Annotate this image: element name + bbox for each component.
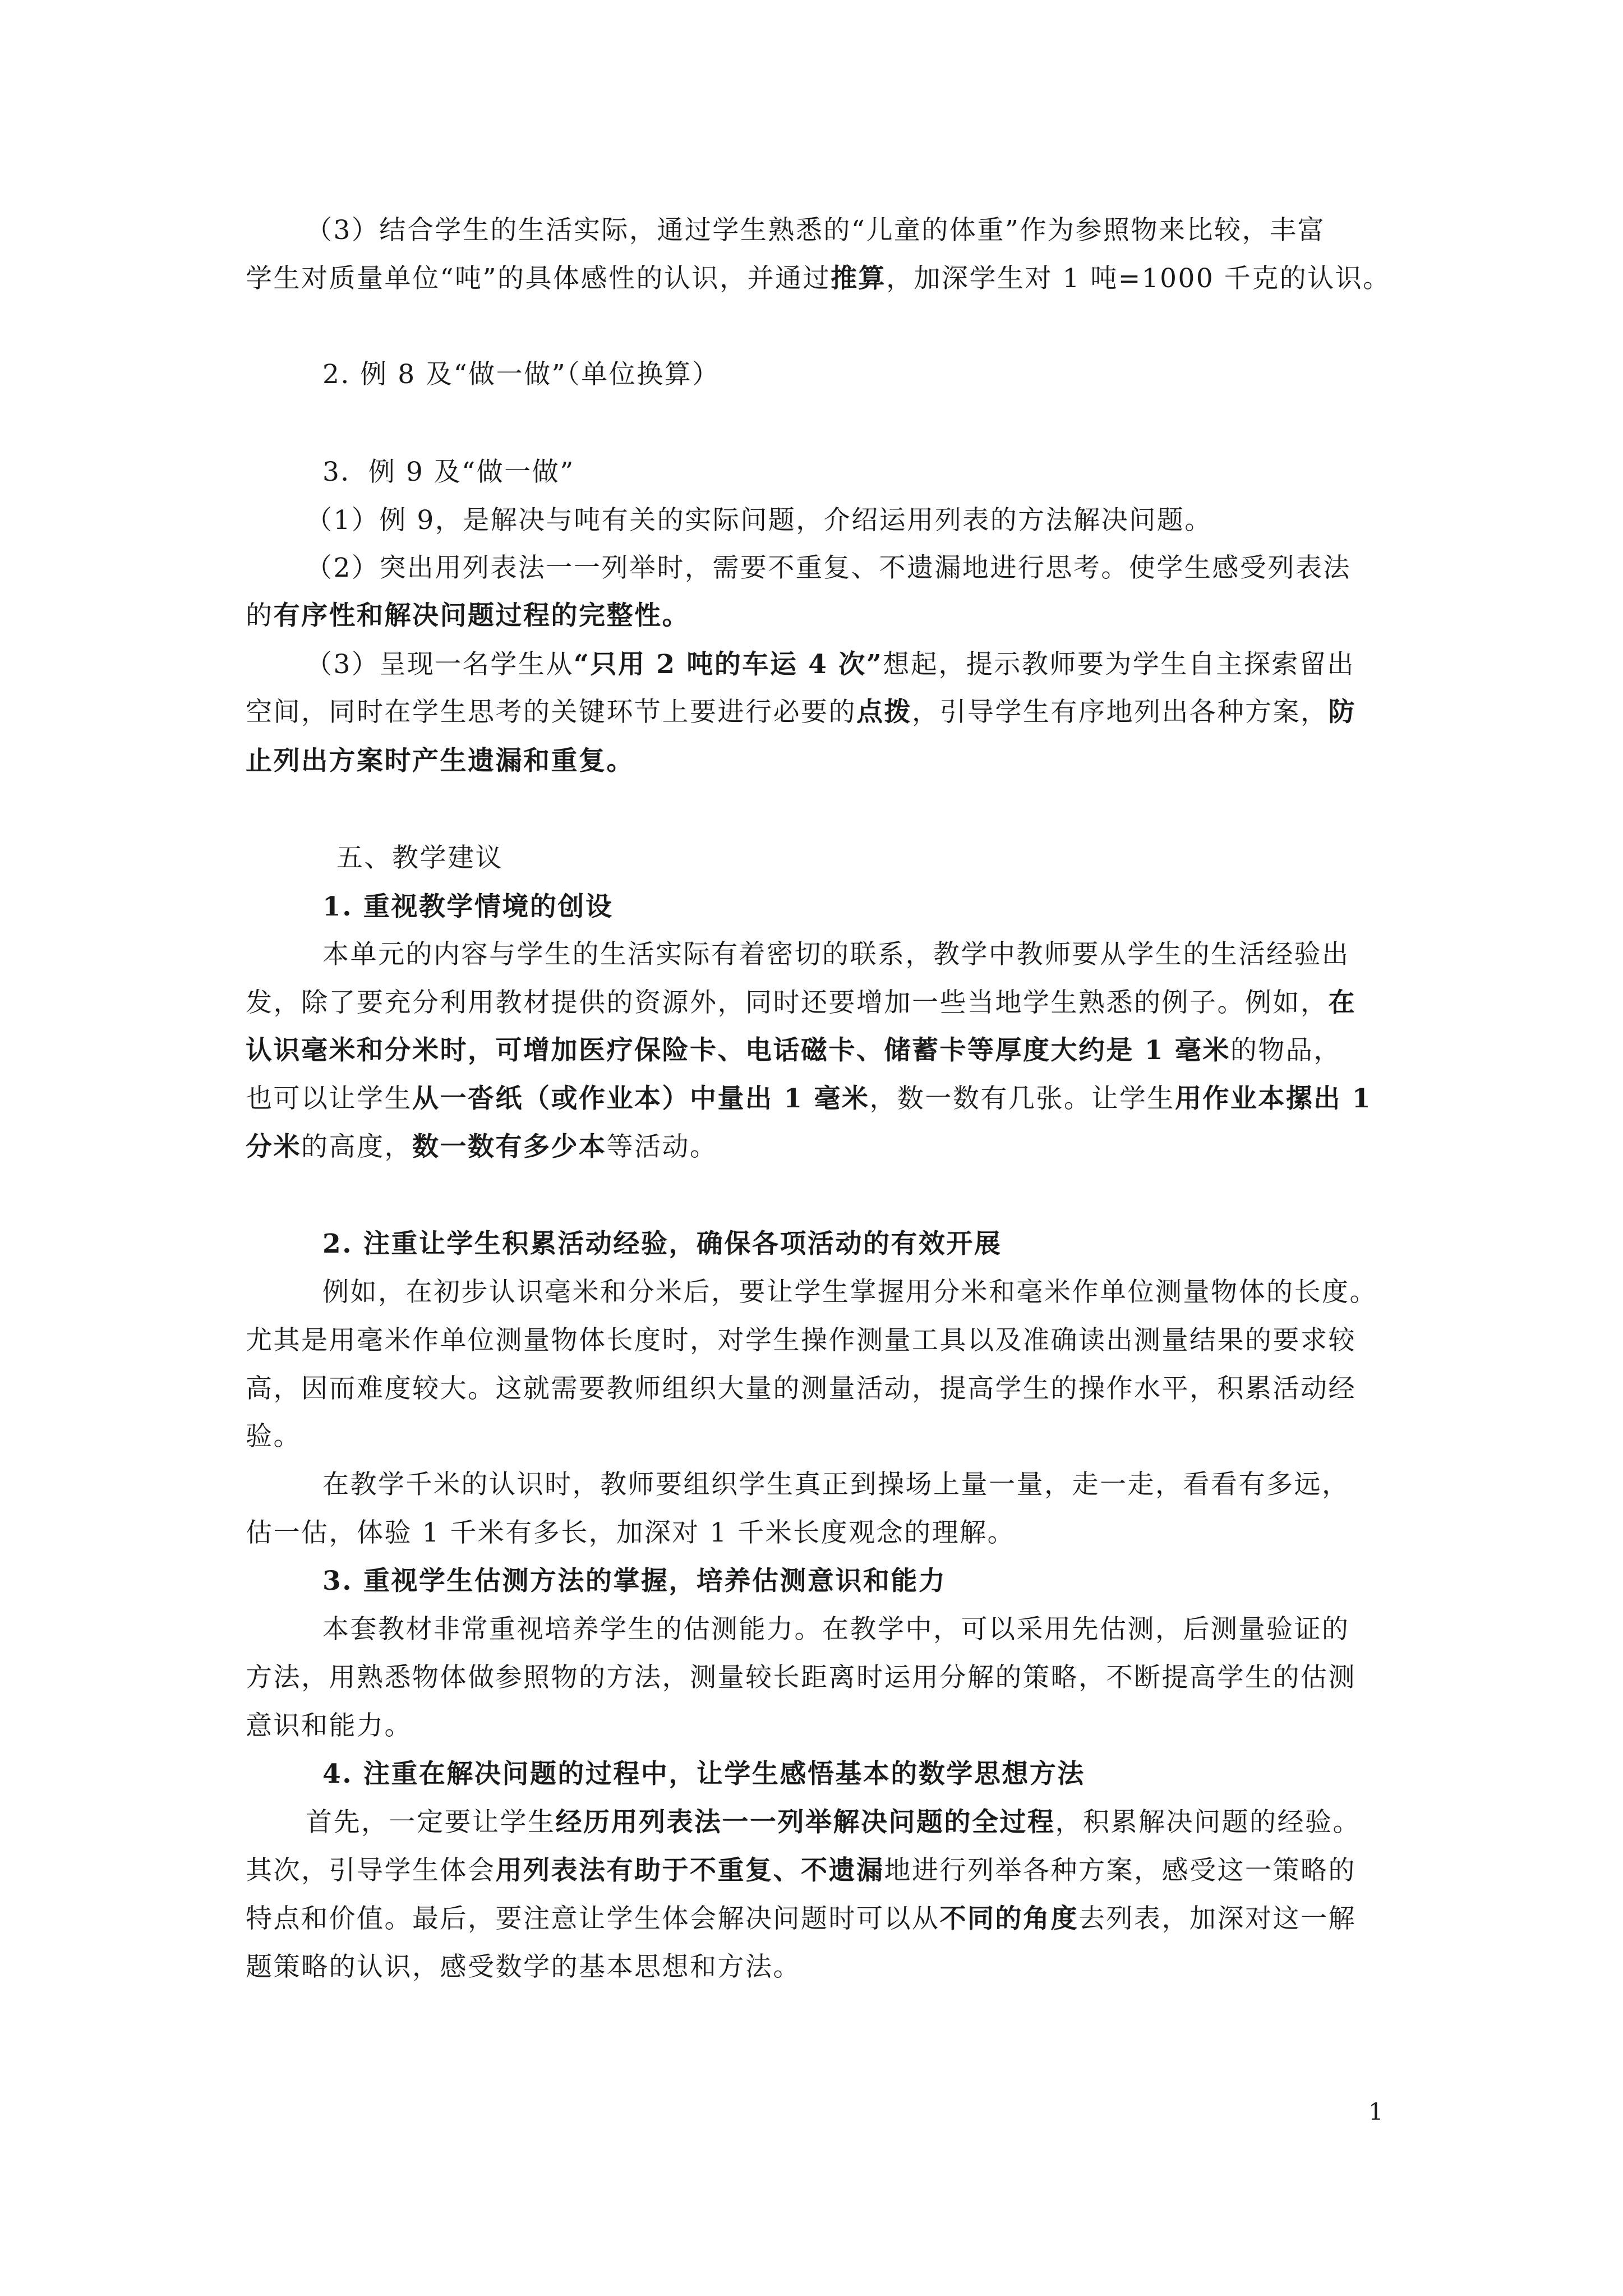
text-segment: 验。	[246, 1421, 301, 1452]
bold-text: 用列表法有助于不重复、不遗漏	[495, 1855, 884, 1886]
bold-text: 3. 重视学生估测方法的掌握，培养估测意识和能力	[322, 1566, 947, 1596]
text-line	[246, 1130, 1401, 1164]
text-line	[246, 1082, 1401, 1116]
text-line	[322, 455, 1478, 489]
text-line	[246, 262, 1401, 296]
section-heading	[336, 841, 1492, 875]
text-segment: 学生对质量单位“吨”的具体感性的认识，并通过	[246, 263, 831, 294]
text-segment: 估一估，体验 1 千米有多长，加深对 1 千米长度观念的理解。	[246, 1517, 1016, 1548]
subheading	[322, 1757, 1478, 1791]
bold-text: 防	[1328, 697, 1356, 728]
text-line	[246, 1516, 1401, 1550]
bold-text: 数一数有多少本	[412, 1131, 607, 1162]
subheading	[322, 1565, 1478, 1598]
text-segment: 空间，同时在学生思考的关键环节上要进行必要的	[246, 697, 856, 728]
text-segment: 意识和能力。	[246, 1710, 412, 1741]
text-segment: 想起，提示教师要为学生自主探索留出	[883, 649, 1355, 680]
text-segment: 等活动。	[606, 1131, 718, 1162]
text-line	[246, 1950, 1401, 1984]
subheading	[322, 890, 1478, 924]
text-segment: ，数一数有几张。让学生	[869, 1083, 1175, 1114]
text-line	[246, 1854, 1401, 1888]
text-line	[246, 1902, 1401, 1936]
text-segment: 地进行列举各种方案，感受这一策略的	[884, 1855, 1356, 1886]
text-segment: 的	[246, 600, 274, 631]
text-segment: ，引导学生有序地列出各种方案，	[912, 697, 1329, 728]
text-segment: 3．例 9 及“做一做”	[322, 457, 575, 487]
text-segment: ，加深学生对 1 吨=1000 千克的认识。	[886, 263, 1391, 294]
text-line	[246, 744, 1401, 778]
text-line	[246, 1034, 1401, 1068]
text-segment: 特点和价值。最后，要注意让学生体会解决问题时可以从	[246, 1903, 940, 1934]
text-line	[246, 1709, 1401, 1743]
text-line	[322, 1468, 1478, 1502]
text-line	[246, 1324, 1401, 1358]
text-segment: 的高度，	[301, 1131, 412, 1162]
bold-text: 4. 注重在解决问题的过程中，让学生感悟基本的数学思想方法	[322, 1759, 1085, 1789]
bold-text: 2. 注重让学生积累活动经验，确保各项活动的有效开展	[322, 1228, 1002, 1259]
bold-text: “只用 2 吨的车运 4 次”	[573, 649, 883, 680]
text-segment: （3）呈现一名学生从	[306, 649, 574, 680]
text-line	[322, 1276, 1478, 1309]
text-line	[306, 551, 1461, 585]
bold-text: 经历用列表法一一列举解决问题的全过程	[555, 1807, 1055, 1838]
text-segment: 其次，引导学生体会	[246, 1855, 496, 1886]
bold-text: 推算	[831, 263, 887, 294]
bold-text: 用作业本摞出 1	[1174, 1083, 1372, 1114]
text-segment: 2. 例 8 及“做一做”（单位换算）	[322, 359, 720, 390]
text-segment: 去列表，加深对这一解	[1078, 1903, 1356, 1934]
bold-text: 从一沓纸（或作业本）中量出 1 毫米	[412, 1083, 870, 1114]
text-line	[322, 1613, 1478, 1646]
text-line	[306, 214, 1461, 247]
text-segment: 发，除了要充分利用教材提供的资源外，同时还要增加一些当地学生熟悉的例子。例如，	[246, 987, 1329, 1018]
bold-text: 有序性和解决问题过程的完整性。	[273, 600, 690, 631]
bold-text: 在	[1328, 987, 1356, 1018]
text-line	[246, 1420, 1401, 1453]
bold-text: 分米	[246, 1131, 301, 1162]
text-segment: 的物品，	[1230, 1035, 1341, 1066]
text-line	[306, 504, 1461, 537]
bold-text: 点拨	[856, 697, 912, 728]
text-segment: （3）结合学生的生活实际，通过学生熟悉的“儿童的体重”作为参照物来比较，丰富	[306, 215, 1325, 246]
text-line	[306, 1806, 1461, 1839]
text-segment: 本单元的内容与学生的生活实际有着密切的联系，教学中教师要从学生的生活经验出	[322, 939, 1350, 970]
text-segment: 五、教学建议	[336, 843, 503, 873]
subheading	[322, 1227, 1478, 1261]
text-segment: 也可以让学生	[246, 1083, 412, 1114]
text-segment: 本套教材非常重视培养学生的估测能力。在教学中，可以采用先估测，后测量验证的	[322, 1614, 1350, 1645]
text-segment: 方法，用熟悉物体做参照物的方法，测量较长距离时运用分解的策略，不断提高学生的估测	[246, 1662, 1356, 1693]
text-segment: 高，因而难度较大。这就需要教师组织大量的测量活动，提高学生的操作水平，积累活动经	[246, 1373, 1356, 1404]
bold-text: 止列出方案时产生遗漏和重复。	[246, 746, 634, 776]
text-line	[322, 358, 1478, 392]
text-segment: 在教学千米的认识时，教师要组织学生真正到操场上量一量，走一走，看看有多远，	[322, 1469, 1350, 1500]
text-segment: 首先，一定要让学生	[306, 1807, 556, 1838]
text-line	[246, 1372, 1401, 1406]
text-segment: 例如，在初步认识毫米和分米后，要让学生掌握用分米和毫米作单位测量物体的长度。	[322, 1277, 1377, 1308]
bold-text: 1. 重视教学情境的创设	[322, 891, 614, 922]
text-segment: 尤其是用毫米作单位测量物体长度时，对学生操作测量工具以及准确读出测量结果的要求较	[246, 1325, 1356, 1356]
bold-text: 认识毫米和分米时，可增加医疗保险卡、电话磁卡、储蓄卡等厚度大约是 1 毫米	[246, 1035, 1230, 1066]
bold-text: 不同的角度	[939, 1903, 1078, 1934]
text-line	[246, 696, 1401, 729]
text-segment: （1）例 9，是解决与吨有关的实际问题，介绍运用列表的方法解决问题。	[306, 505, 1212, 536]
text-segment: （2）突出用列表法一一列举时，需要不重复、不遗漏地进行思考。使学生感受列表法	[306, 553, 1351, 583]
text-line	[246, 986, 1401, 1020]
text-line	[306, 648, 1461, 682]
text-segment: ，积累解决问题的经验。	[1055, 1807, 1361, 1838]
text-line	[246, 599, 1401, 633]
text-line	[246, 1661, 1401, 1695]
text-line	[322, 938, 1478, 972]
text-segment: 题策略的认识，感受数学的基本思想和方法。	[246, 1952, 801, 1982]
page-number: 1	[1368, 2098, 1384, 2125]
